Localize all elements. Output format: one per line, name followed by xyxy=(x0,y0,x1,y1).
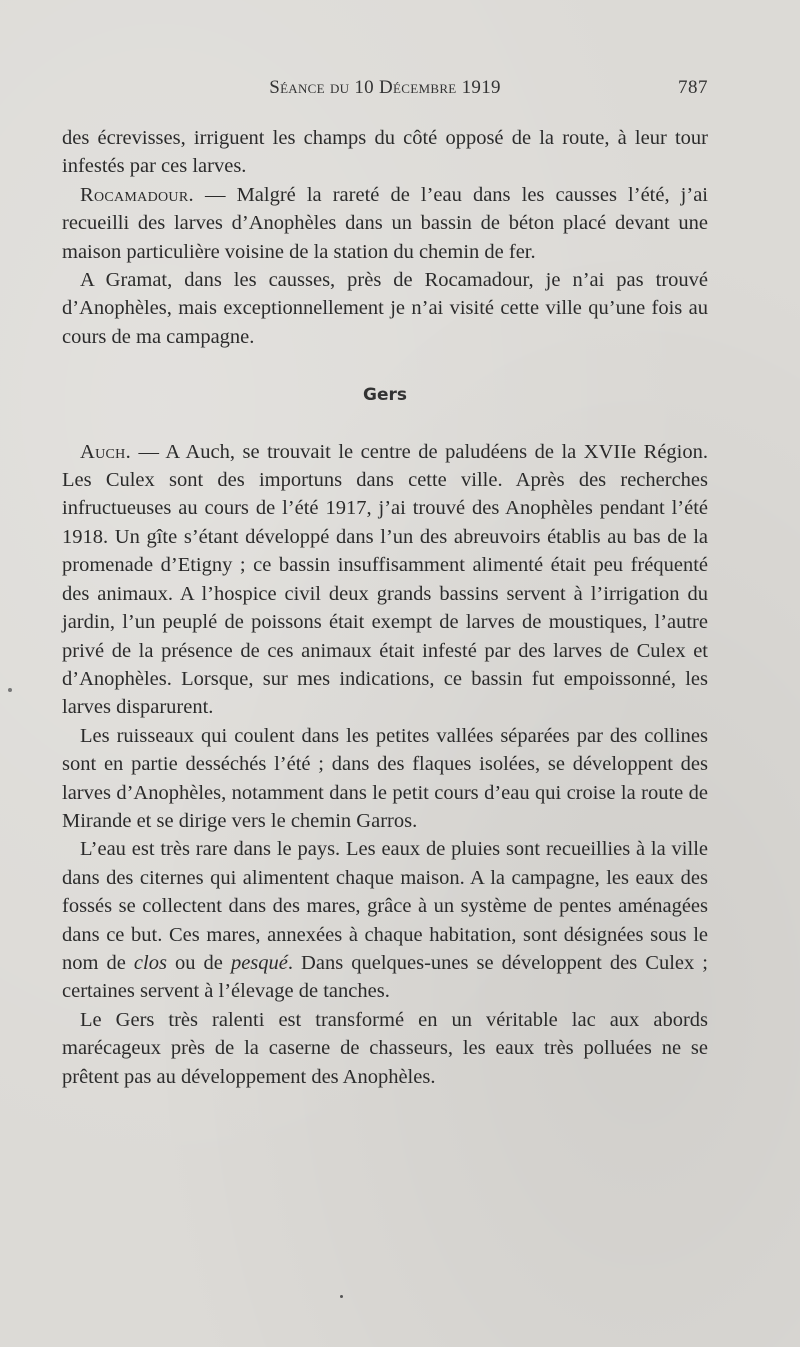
running-head-title: Séance du 10 Décembre 1919 xyxy=(269,77,501,98)
paragraph-auch xyxy=(62,438,708,722)
paragraph-eau-text-b: ou de xyxy=(166,951,231,974)
place-name-rocamadour: Rocamadour. xyxy=(80,183,194,206)
paper-speck xyxy=(340,1295,343,1298)
term-clos: clos xyxy=(133,951,167,974)
page-number: 787 xyxy=(678,77,708,98)
paragraph-rocamadour-text: — Malgré la rareté de l’eau dans les causses l’été, j’ai recueilli des larves d’Anophèles dans un bassin de béton placé devant une maison particulière voisine de la station du chemin de fer. xyxy=(62,183,708,263)
paragraph-auch-text: — A Auch, se trouvait le centre de paludéens de la XVIIe Région. Les Culex sont des importuns dans cette ville. Après des recherches infructueuses au cours de l’été 1917, j’ai trouvé des Anophèles pendant l’été 1918. Un gîte s’étant développé dans l’un des abreuvoirs établis au bas de la promenade d’Etigny ; ce bassin insuffisamment alimenté était peu fréquenté des animaux. A l’hospice civil deux grands bassins servent à l’irrigation du jardin, l’un peuplé de poissons était exempt de larves de moustiques, l’autre privé de la présence de ces animaux était infesté par des larves de Culex et d’Anophèles. Lorsque, sur mes indications, ce bassin fut empoissonné, les larves disparurent. xyxy=(62,440,708,719)
term-pesque: pesqué xyxy=(230,951,288,974)
paragraph-ruisseaux: Les ruisseaux qui coulent dans les petites vallées séparées par des collines sont en partie desséchés l’été ; dans des flaques isolées, se développent des larves d’Anophèles, notamment dans le petit cours d’eau qui croise la route de Mirande et se dirige vers le chemin Garros. xyxy=(62,724,708,832)
paragraph-gramat: A Gramat, dans les causses, près de Rocamadour, je n’ai pas trouvé d’Anophèles, mais exceptionnellement je n’ai visité cette ville qu’une fois au cours de ma campagne. xyxy=(62,269,708,348)
place-name-auch: Auch. xyxy=(80,440,131,463)
paper-speck xyxy=(8,688,12,692)
paragraph-continued: des écrevisses, irriguent les champs du côté opposé de la route, à leur tour infestés par ces larves. xyxy=(62,127,708,178)
paragraph-rocamadour xyxy=(62,181,708,266)
body-text xyxy=(62,124,708,1091)
paragraph-eau-text-a: L’eau est très rare dans le pays. Les eaux de pluies sont recueillies à la ville dans des citernes qui alimentent chaque maison. A la campagne, les eaux des fossés se collectent dans des mares, grâce à un système de pentes aménagées dans ce but. Ces mares, annexées à chaque habitation, sont désignées sous le nom de xyxy=(62,838,708,974)
running-head xyxy=(62,77,708,103)
paragraph-eau-text-c: . Dans quelques-unes se développent des Culex ; certaines servent à l’élevage de tanches. xyxy=(62,951,708,1003)
section-heading: Gers xyxy=(363,385,407,406)
paragraph-gers-river: Le Gers très ralenti est transformé en un véritable lac aux abords marécageux près de la caserne de chasseurs, les eaux très polluées ne se prêtent pas au développement des Anophèles. xyxy=(62,1008,708,1088)
paragraph-eau xyxy=(62,835,708,1005)
